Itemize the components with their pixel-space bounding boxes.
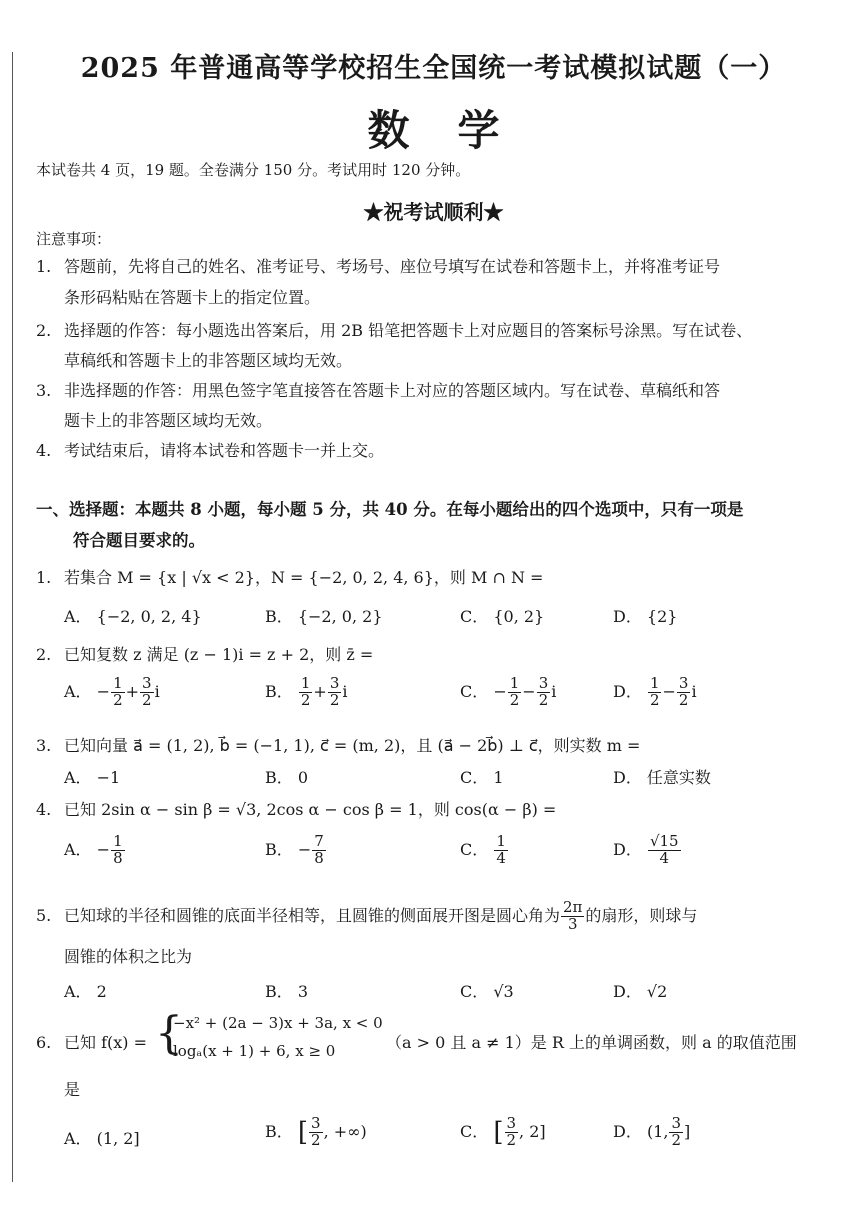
notice-number: 4. [36,441,52,460]
numerator: 1 [113,832,123,850]
numerator: 1 [113,674,123,692]
denominator: 2 [300,690,311,709]
option-label: A． [64,839,92,859]
option-label: D． [613,681,642,701]
interval-tail: , 2] [519,1121,546,1141]
section-heading-cont: 符合题目要求的。 [73,531,205,550]
numerator: 1 [300,674,311,692]
question-stem-end: （a > 0 且 a ≠ 1）是 R 上的单调函数，则 a 的取值范围 [386,1033,797,1052]
question-stem-line2: 圆锥的体积之比为 [64,947,193,966]
numerator: √15 [649,832,679,850]
piecewise-brace: { [155,1008,183,1059]
q5-option-c: C． √3 [460,982,514,1001]
fraction [140,676,154,709]
question-stem: 已知 2sin α − sin β = √3, 2cos α − cos β = 1，则 cos(α − β) = [64,800,557,819]
notice-title: 注意事项： [36,230,112,248]
numerator: 3 [142,674,152,692]
notice-number: 3. [36,381,52,400]
fraction [328,676,342,709]
question-stem: 若集合 M = {x | √x < 2}，N = {−2, 0, 2, 4, 6}，则 M ∩ N = [64,568,544,587]
q4-option-d [613,834,682,867]
interval-tail: , +∞) [323,1121,367,1141]
q1-option-b: B． {−2, 0, 2} [265,607,383,626]
option-label: B． [265,681,293,701]
blessing-banner: ★祝考试顺利★ [363,200,504,224]
question-stem: 已知球的半径和圆锥的底面半径相等，且圆锥的侧面展开图是圆心角为 [64,905,561,925]
q4-option-a [64,834,126,867]
notice-text: 草稿纸和答题卡上的非答题区域均无效。 [64,351,353,370]
question-2 [36,642,373,665]
numerator: 3 [538,674,549,692]
q4-option-c [460,834,509,867]
sign: − [96,839,111,859]
sign: − [493,681,507,701]
question-stem-end: 的扇形，则球与 [585,905,698,925]
denominator: 2 [671,1130,681,1149]
q6-option-b [265,1116,367,1149]
imag-unit: i [551,681,557,701]
denominator: 4 [496,848,506,867]
notice-item [36,318,752,341]
denominator: 2 [311,1130,321,1149]
question-number: 2. [36,645,52,664]
denominator: 4 [659,848,670,867]
denominator: 8 [314,848,324,867]
interval-tail: ] [684,1121,691,1141]
sign: − [297,839,312,859]
piecewise-case-1: −x² + (2a − 3)x + 3a, x < 0 [173,1014,383,1032]
option-label: B． [265,1121,293,1141]
q2-option-b [265,676,347,709]
question-number: 4. [36,800,52,819]
notice-number: 1. [36,257,52,276]
fraction [648,676,662,709]
notice-number: 2. [36,321,52,340]
denominator: 8 [113,848,123,867]
q1-option-d: D． {2} [613,607,678,626]
fraction [494,834,508,867]
section-heading: 一、选择题：本题共 8 小题，每小题 5 分，共 40 分。在每小题给出的四个选项中，只有一项是 [36,500,744,519]
q2-option-d [613,676,697,709]
fraction [537,676,551,709]
option-label: D． [613,1121,642,1141]
fraction [505,1116,519,1149]
bracket: [ [297,1117,309,1148]
fraction [299,676,313,709]
sign: − [96,681,111,701]
notice-text: 题卡上的非答题区域均无效。 [64,411,273,430]
numerator: 3 [506,1114,517,1132]
question-5 [36,900,697,933]
denominator: 3 [567,914,578,933]
notice-text: 非选择题的作答：用黑色签字笔直接答在答题卡上对应的答题区域内。写在试卷、草稿纸和答 [64,381,721,400]
question-stem: 已知 f(x) = [64,1033,148,1052]
subject-title: 数学 [367,106,548,155]
option-label: B． [265,839,293,859]
denominator: 2 [329,690,340,709]
fraction [111,676,125,709]
denominator: 2 [142,690,152,709]
option-label: A． [64,681,92,701]
q1-option-c: C． {0, 2} [460,607,545,626]
imag-unit: i [342,681,348,701]
numerator: 3 [678,674,689,692]
option-label: C． [460,681,489,701]
option-label: C． [460,1121,489,1141]
q1-option-a: A． {−2, 0, 2, 4} [64,607,202,626]
denominator: 2 [509,690,520,709]
exam-info: 本试卷共 4 页，19 题。全卷满分 150 分。考试用时 120 分钟。 [36,161,471,179]
numerator: 1 [496,832,506,850]
operator: − [662,681,676,701]
fraction [309,1116,323,1149]
fraction [561,900,584,933]
numerator: 3 [311,1114,321,1132]
q2-option-c [460,676,556,709]
fraction [648,834,681,867]
fraction [508,676,522,709]
interval-head: (1, [646,1121,669,1141]
q3-option-d: D． 任意实数 [613,768,711,787]
numerator: 1 [509,674,520,692]
bracket: [ [493,1117,504,1148]
numerator: 3 [329,674,340,692]
notice-text: 条形码粘贴在答题卡上的指定位置。 [64,288,321,307]
fraction [111,834,125,867]
question-stem-line2: 是 [64,1080,81,1099]
q3-option-c: C． 1 [460,768,504,787]
question-3 [36,733,640,756]
question-number: 3. [36,736,52,755]
notice-item [36,254,720,277]
notice-text: 选择题的作答：每小题选出答案后，用 2B 铅笔把答题卡上对应题目的答案标号涂黑。写在试卷、 [64,321,753,340]
option-label: C． [460,839,489,859]
notice-item [36,378,720,401]
q2-option-a [64,676,160,709]
option-label: D． [613,839,642,859]
question-1 [36,565,543,588]
imag-unit: i [691,681,697,701]
fraction [312,834,326,867]
question-number: 6. [36,1033,52,1052]
q6-option-a: A． (1, 2] [64,1129,140,1148]
question-4 [36,797,556,820]
denominator: 2 [113,690,123,709]
numerator: 1 [649,674,660,692]
notice-item [36,438,384,461]
notice-text: 考试结束后，请将本试卷和答题卡一并上交。 [64,441,385,460]
denominator: 2 [649,690,660,709]
q6-option-d [613,1116,690,1149]
q3-option-a: A． −1 [64,768,121,787]
q3-option-b: B． 0 [265,768,309,787]
operator: − [522,681,536,701]
denominator: 2 [678,690,689,709]
denominator: 2 [538,690,549,709]
fraction [677,676,691,709]
exam-title: 2025 年普通高等学校招生全国统一考试模拟试题（一） [80,53,787,84]
imag-unit: i [154,681,160,701]
operator: + [125,681,140,701]
numerator: 3 [671,1114,681,1132]
question-stem: 已知向量 a⃗ = (1, 2), b⃗ = (−1, 1), c⃗ = (m, 2)，且 (a⃗ − 2b⃗) ⊥ c⃗，则实数 m = [64,736,641,755]
question-6 [36,1030,147,1053]
operator: + [313,681,327,701]
q6-option-c [460,1116,546,1149]
notice-text: 答题前，先将自己的姓名、准考证号、考场号、座位号填写在试卷和答题卡上，并将准考证号 [64,257,721,276]
numerator: 7 [314,832,324,850]
q4-option-b [265,834,327,867]
question-number: 1. [36,568,52,587]
piecewise-case-2: logₐ(x + 1) + 6, x ≥ 0 [173,1042,336,1060]
fraction [669,1116,683,1149]
q5-option-d: D． √2 [613,982,668,1001]
numerator: 2π [563,898,583,916]
q5-option-a: A． 2 [64,982,107,1001]
question-stem: 已知复数 z 满足 (z − 1)i = z + 2，则 z̄ = [64,645,374,664]
denominator: 2 [506,1130,517,1149]
question-number: 5. [36,905,52,925]
q5-option-b: B． 3 [265,982,309,1001]
